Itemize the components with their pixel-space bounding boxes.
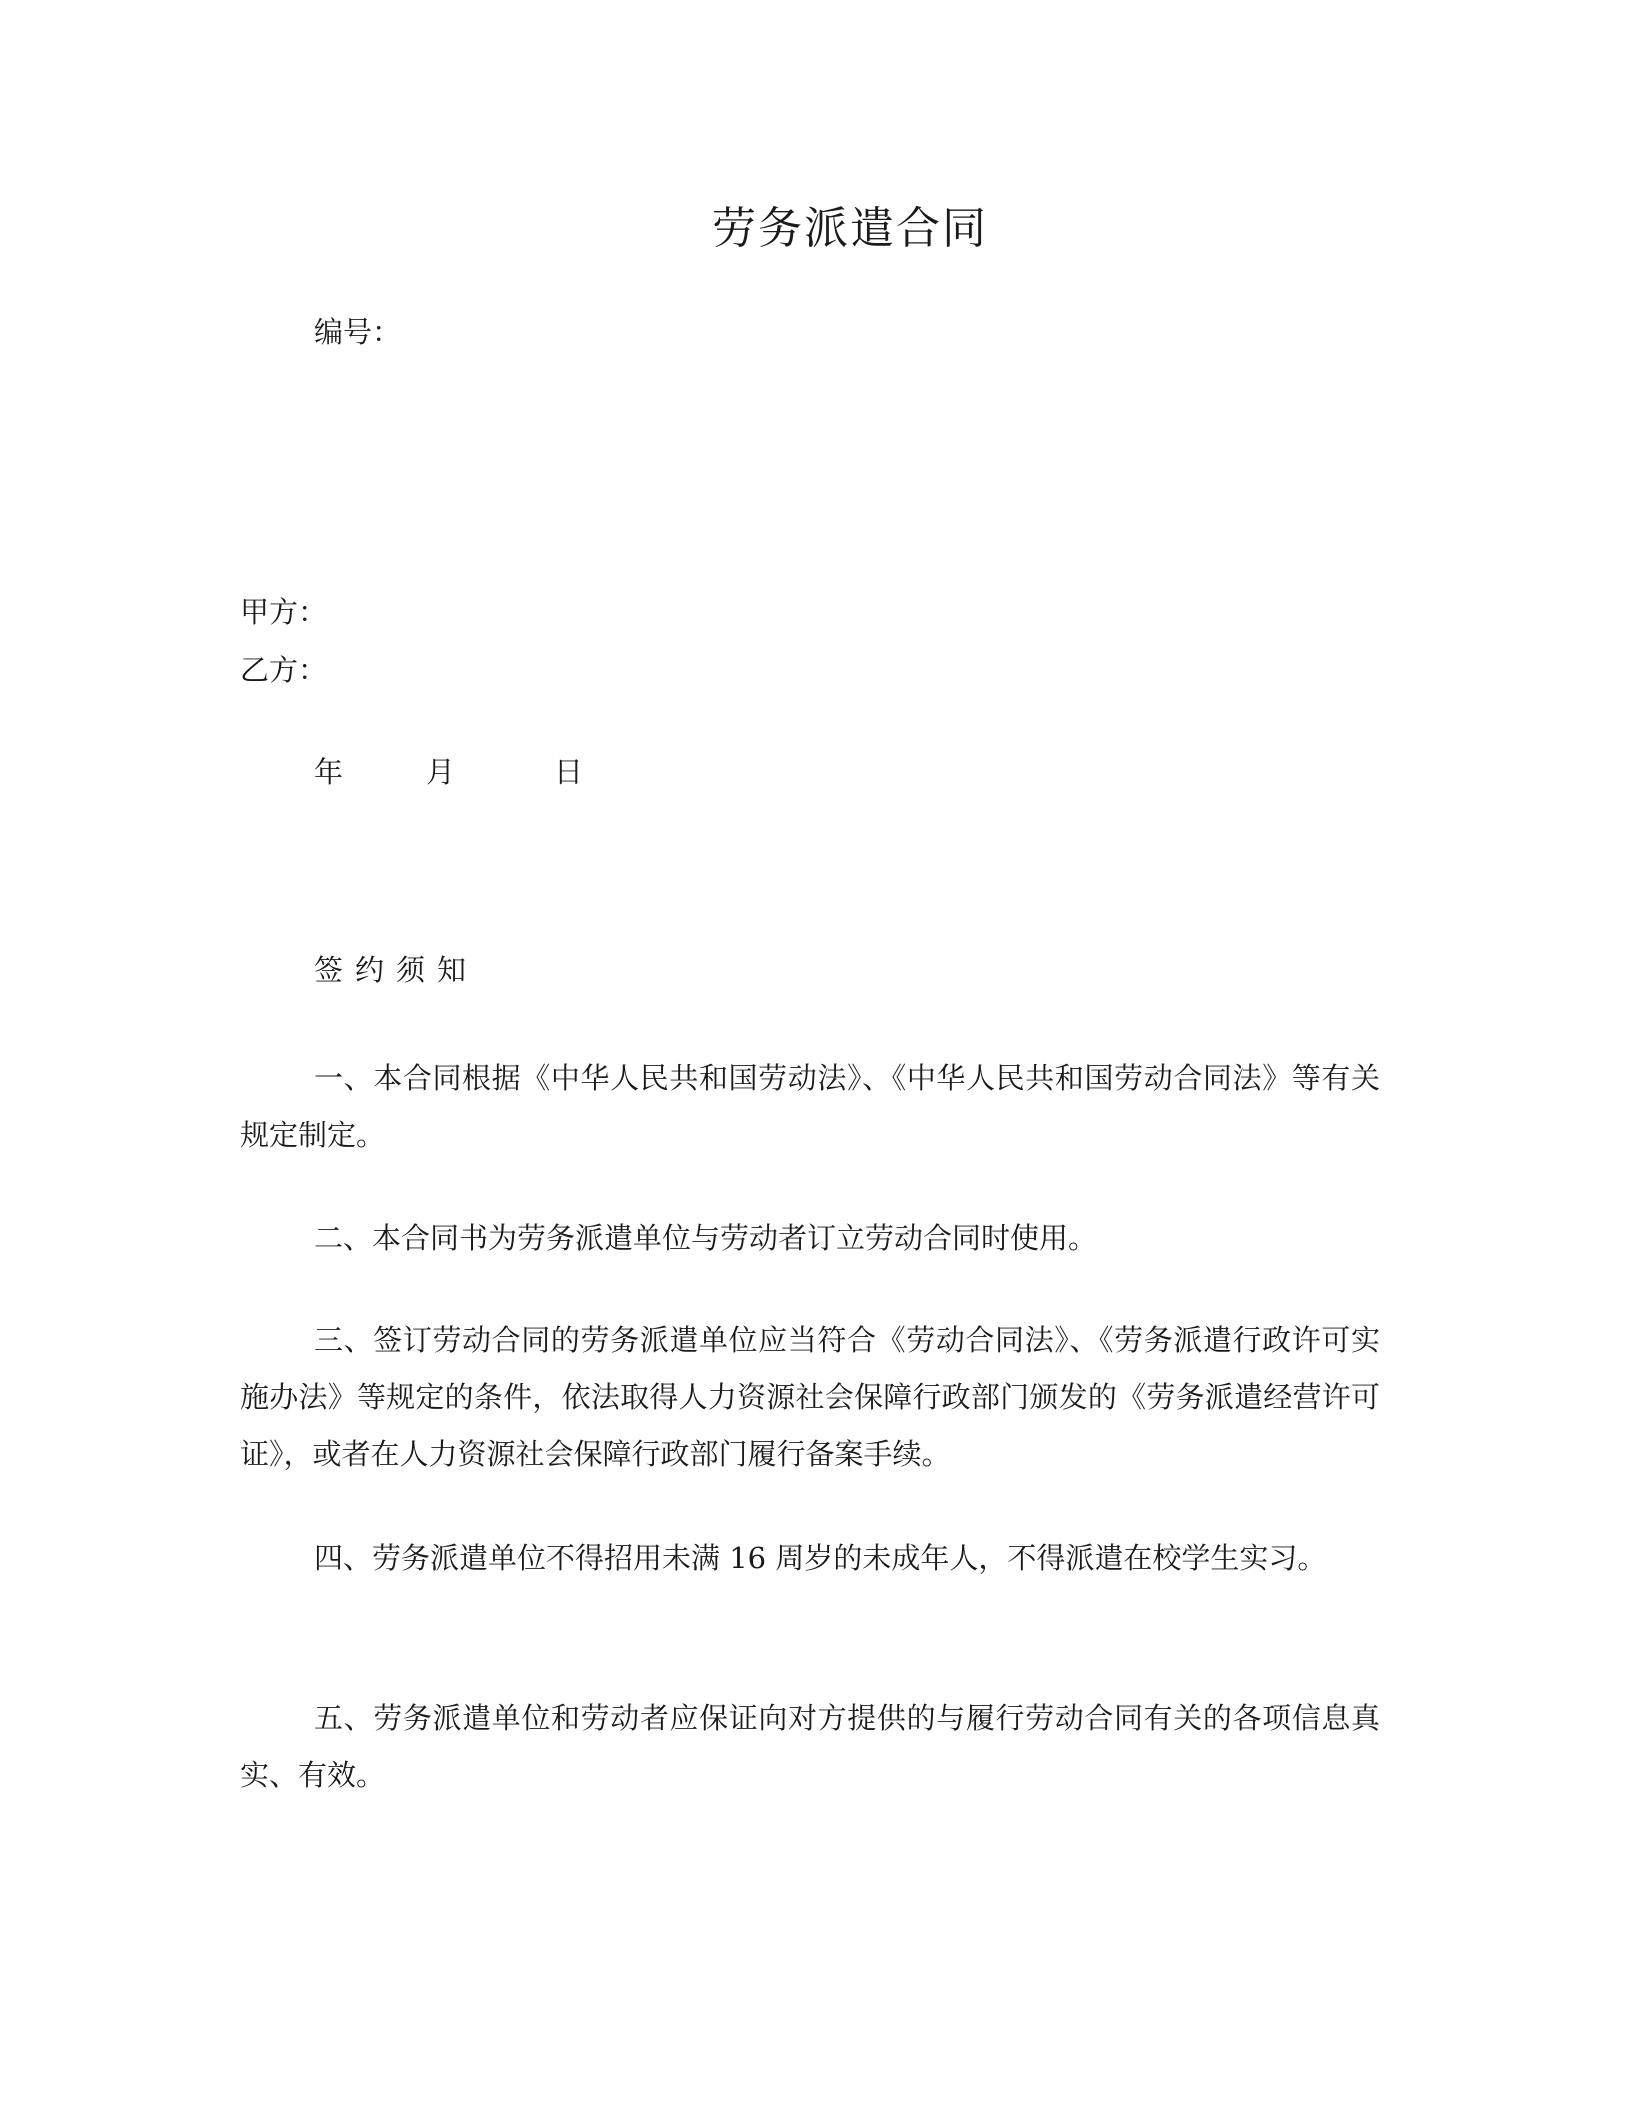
party-a-label: 甲方： xyxy=(240,595,328,629)
notice-paragraph-3: 三、签订劳动合同的劳务派遣单位应当符合《劳动合同法》、《劳务派遣行政许可实施办法》等规定的条件，依法取得人力资源社会保障行政部门颁发的《劳务派遣经营许可证》，或者在人力资源社会保障行政部门履行备案手续。 xyxy=(240,1323,1380,1471)
date-line xyxy=(314,752,583,792)
date-month-label: 月 xyxy=(426,755,456,789)
notice-paragraph-5: 五、劳务派遣单位和劳动者应保证向对方提供的与履行劳动合同有关的各项信息真实、有效。 xyxy=(240,1701,1380,1792)
document-title: 劳务派遣合同 xyxy=(712,203,988,254)
signing-notice-heading: 签约须知 xyxy=(314,953,479,987)
notice-paragraph-2: 二、本合同书为劳务派遣单位与劳动者订立劳动合同时使用。 xyxy=(314,1221,1098,1255)
party-b-label: 乙方： xyxy=(240,653,328,687)
notice-paragraph-4: 四、劳务派遣单位不得招用未满 16 周岁的未成年人，不得派遣在校学生实习。 xyxy=(314,1541,1327,1575)
notice-paragraph-1: 一、本合同根据《中华人民共和国劳动法》、《中华人民共和国劳动合同法》等有关规定制定。 xyxy=(240,1061,1380,1152)
serial-number-label: 编号： xyxy=(314,315,402,349)
date-day-label: 日 xyxy=(554,755,584,789)
date-year-label: 年 xyxy=(314,755,344,789)
